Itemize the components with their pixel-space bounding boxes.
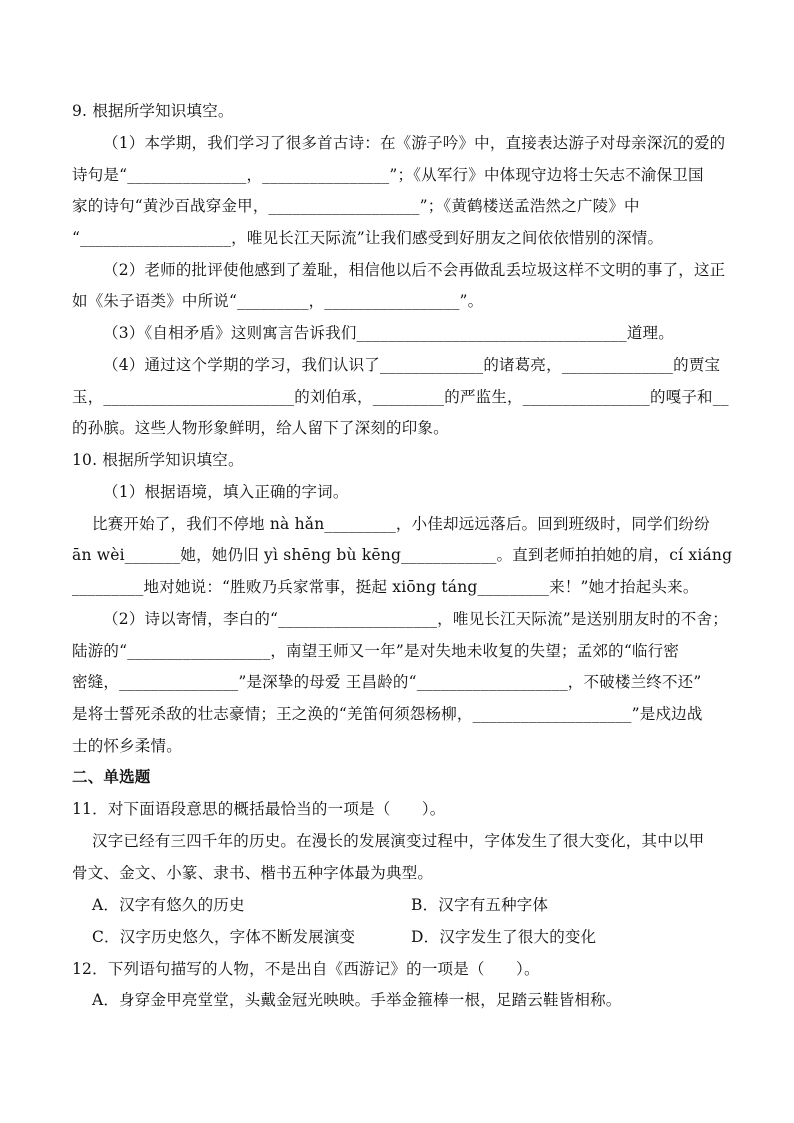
section-heading-single-choice: 二、单选题 bbox=[72, 768, 151, 786]
q9-part4-line1: （4）通过这个学期的学习，我们认识了_____________的诸葛亮，______________的贾宝 bbox=[103, 356, 721, 374]
question-9-title: 9. 根据所学知识填空。 bbox=[72, 102, 234, 120]
q9-part3: （3）《自相矛盾》这则寓言告诉我们__________________________________道理。 bbox=[103, 324, 674, 342]
q9-part4-line2: 玉，________________________的刘伯承，_________的严监生，________________的嘎子和__ bbox=[72, 388, 729, 406]
q11-option-a[interactable]: A．汉字有悠久的历史 bbox=[92, 896, 245, 914]
q9-part4-line3: 的孙膑。这些人物形象鲜明，给人留下了深刻的印象。 bbox=[72, 419, 449, 437]
q9-part1-line3: 家的诗句“黄沙百战穿金甲，___________________”；《黄鹤楼送孟浩然之广陵》中 bbox=[72, 197, 640, 215]
q10-part2-line2: 陆游的“__________________，南望王师又一年”是对失地未收复的失望；孟郊的“临行密 bbox=[72, 642, 680, 660]
q10-part2-line1: （2）诗以寄情，李白的“____________________，唯见长江天际流”是送别朋友时的不舍； bbox=[103, 610, 728, 628]
q9-part2-line2: 如《朱子语类》中所说“_________，_________________”。 bbox=[72, 292, 484, 310]
q11-passage-line2: 骨文、金文、小篆、隶书、楷书五种字体最为典型。 bbox=[72, 864, 434, 882]
question-12-stem: 12．下列语句描写的人物，不是出自《西游记》的一项是（ ）。 bbox=[72, 960, 540, 978]
q11-options-row1 bbox=[92, 895, 732, 915]
q10-part1-line3: _________地对她说：“胜败乃兵家常事，挺起 xiōng táng_________来！”她才抬起头来。 bbox=[72, 578, 699, 596]
q10-part1-title: （1）根据语境，填入正确的字词。 bbox=[103, 483, 349, 501]
q10-part2-line3: 密缝，_______________”是深挚的母爱 王昌龄的“___________________，不破楼兰终不还” bbox=[72, 673, 702, 691]
question-11-stem: 11．对下面语段意思的概括最恰当的一项是（ ）。 bbox=[72, 800, 446, 818]
q12-option-a[interactable]: A．身穿金甲亮堂堂，头戴金冠光映映。手举金箍棒一根，足踏云鞋皆相称。 bbox=[92, 991, 622, 1009]
q9-part1-line2: 诗句是“_______________，________________”；《从军行》中体现守边将士矢志不渝保卫国 bbox=[72, 166, 704, 184]
q10-part1-line1: 比赛开始了，我们不停地 nà hǎn_________，小佳却远远落后。回到班级时，同学们纷纷 bbox=[92, 515, 710, 533]
q11-options-row2 bbox=[92, 927, 732, 947]
q10-part1-line2: ān wèi_______她，她仍旧 yì shēng bù kēng____________。直到老师拍拍她的肩，cí xiáng bbox=[72, 546, 733, 564]
q10-part2-line4: 是将士誓死杀敌的壮志豪情；王之涣的“羌笛何须怨杨柳，____________________”是戍边战 bbox=[72, 705, 703, 723]
q11-option-b[interactable]: B．汉字有五种字体 bbox=[411, 896, 549, 914]
q11-option-c[interactable]: C．汉字历史悠久，字体不断发展演变 bbox=[92, 928, 356, 946]
q10-part2-line5: 士的怀乡柔情。 bbox=[72, 737, 182, 755]
question-10-title: 10. 根据所学知识填空。 bbox=[72, 451, 244, 469]
q11-passage-line1: 汉字已经有三四千年的历史。在漫长的发展演变过程中，字体发生了很大变化，其中以甲 bbox=[92, 832, 705, 850]
q9-part1-line1: （1）本学期，我们学习了很多首古诗：在《游子吟》中，直接表达游子对母亲深沉的爱的 bbox=[103, 134, 726, 152]
q11-option-d[interactable]: D．汉字发生了很大的变化 bbox=[411, 928, 597, 946]
q9-part2-line1: （2）老师的批评使他感到了羞耻，相信他以后不会再做乱丢垃圾这样不文明的事了，这正 bbox=[103, 261, 726, 279]
q9-part1-line4: “___________________，唯见长江天际流”让我们感受到好朋友之间依依惜别的深情。 bbox=[72, 229, 664, 247]
